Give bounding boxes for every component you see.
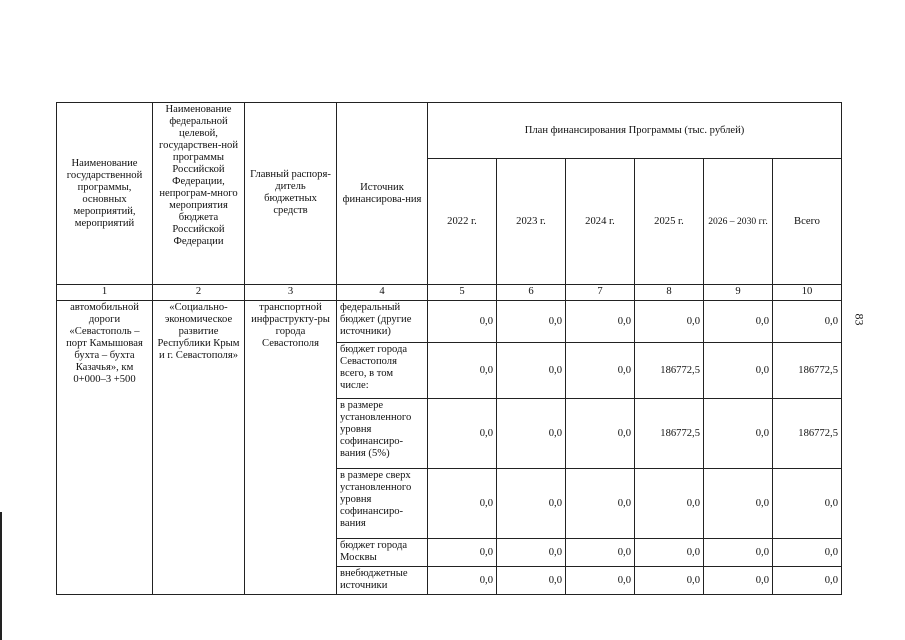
header-year-2023: 2023 г. bbox=[497, 159, 566, 285]
value-cell: 0,0 bbox=[704, 469, 773, 539]
header-year-2024: 2024 г. bbox=[566, 159, 635, 285]
value-cell: 0,0 bbox=[566, 343, 635, 399]
value-cell: 186772,5 bbox=[773, 343, 842, 399]
funding-source-cell: бюджет города Москвы bbox=[337, 539, 428, 567]
column-number: 2 bbox=[153, 285, 245, 301]
value-cell: 0,0 bbox=[428, 567, 497, 595]
funding-source-cell: внебюджетные источники bbox=[337, 567, 428, 595]
program-name-cell: автомобильной дороги «Севастополь – порт Камышовая бухта – бухта Казачья», км 0+000–3 +500 bbox=[57, 301, 153, 595]
header-plan-title: План финансирования Программы (тыс. рублей) bbox=[428, 103, 842, 159]
scan-edge-line bbox=[0, 512, 2, 640]
column-number: 7 bbox=[566, 285, 635, 301]
value-cell: 0,0 bbox=[773, 469, 842, 539]
value-cell: 0,0 bbox=[497, 301, 566, 343]
value-cell: 0,0 bbox=[773, 567, 842, 595]
funding-source-cell: федеральный бюджет (другие источники) bbox=[337, 301, 428, 343]
value-cell: 0,0 bbox=[704, 539, 773, 567]
value-cell: 0,0 bbox=[635, 301, 704, 343]
header-funding-source: Источник финансирова-ния bbox=[337, 103, 428, 285]
value-cell: 186772,5 bbox=[635, 343, 704, 399]
header-budget-manager: Главный распоря-дитель бюджетных средств bbox=[245, 103, 337, 285]
column-number: 10 bbox=[773, 285, 842, 301]
value-cell: 0,0 bbox=[773, 539, 842, 567]
value-cell: 0,0 bbox=[566, 567, 635, 595]
value-cell: 0,0 bbox=[428, 343, 497, 399]
value-cell: 0,0 bbox=[566, 399, 635, 469]
header-row-top bbox=[57, 103, 842, 159]
column-number: 6 bbox=[497, 285, 566, 301]
value-cell: 0,0 bbox=[566, 539, 635, 567]
value-cell: 0,0 bbox=[428, 399, 497, 469]
column-number: 5 bbox=[428, 285, 497, 301]
value-cell: 0,0 bbox=[704, 567, 773, 595]
header-year-2026-2030: 2026 – 2030 гг. bbox=[704, 159, 773, 285]
header-year-2025: 2025 г. bbox=[635, 159, 704, 285]
federal-program-cell: «Социально-экономическое развитие Республики Крым и г. Севастополя» bbox=[153, 301, 245, 595]
value-cell: 0,0 bbox=[428, 469, 497, 539]
value-cell: 0,0 bbox=[704, 343, 773, 399]
value-cell: 0,0 bbox=[497, 343, 566, 399]
value-cell: 0,0 bbox=[635, 469, 704, 539]
funding-source-cell: в размере установленного уровня софинансиро-вания (5%) bbox=[337, 399, 428, 469]
value-cell: 0,0 bbox=[635, 539, 704, 567]
value-cell: 0,0 bbox=[635, 567, 704, 595]
value-cell: 0,0 bbox=[497, 567, 566, 595]
value-cell: 0,0 bbox=[497, 539, 566, 567]
funding-source-cell: бюджет города Севастополя всего, в том числе: bbox=[337, 343, 428, 399]
value-cell: 186772,5 bbox=[635, 399, 704, 469]
page-number: 83 bbox=[852, 313, 867, 326]
value-cell: 0,0 bbox=[497, 399, 566, 469]
budget-manager-cell: транспортной инфраструкту-ры города Севастополя bbox=[245, 301, 337, 595]
header-program-name: Наименование государственной программы, основных мероприятий, мероприятий bbox=[57, 103, 153, 285]
column-number: 9 bbox=[704, 285, 773, 301]
value-cell: 0,0 bbox=[566, 301, 635, 343]
value-cell: 0,0 bbox=[566, 469, 635, 539]
table-row bbox=[57, 301, 842, 343]
header-federal-program: Наименование федеральной целевой, государствен-ной программы Российской Федерации, непрограм-много мероприятия бюджета Российской Федерации bbox=[153, 103, 245, 285]
column-number-row bbox=[57, 285, 842, 301]
column-number: 4 bbox=[337, 285, 428, 301]
value-cell: 0,0 bbox=[428, 539, 497, 567]
column-number: 1 bbox=[57, 285, 153, 301]
funding-source-cell: в размере сверх установленного уровня софинансиро-вания bbox=[337, 469, 428, 539]
column-number: 8 bbox=[635, 285, 704, 301]
column-number: 3 bbox=[245, 285, 337, 301]
value-cell: 0,0 bbox=[704, 301, 773, 343]
financing-table bbox=[56, 102, 842, 595]
value-cell: 0,0 bbox=[428, 301, 497, 343]
header-year-2022: 2022 г. bbox=[428, 159, 497, 285]
value-cell: 0,0 bbox=[497, 469, 566, 539]
value-cell: 0,0 bbox=[773, 301, 842, 343]
value-cell: 0,0 bbox=[704, 399, 773, 469]
value-cell: 186772,5 bbox=[773, 399, 842, 469]
header-total: Всего bbox=[773, 159, 842, 285]
